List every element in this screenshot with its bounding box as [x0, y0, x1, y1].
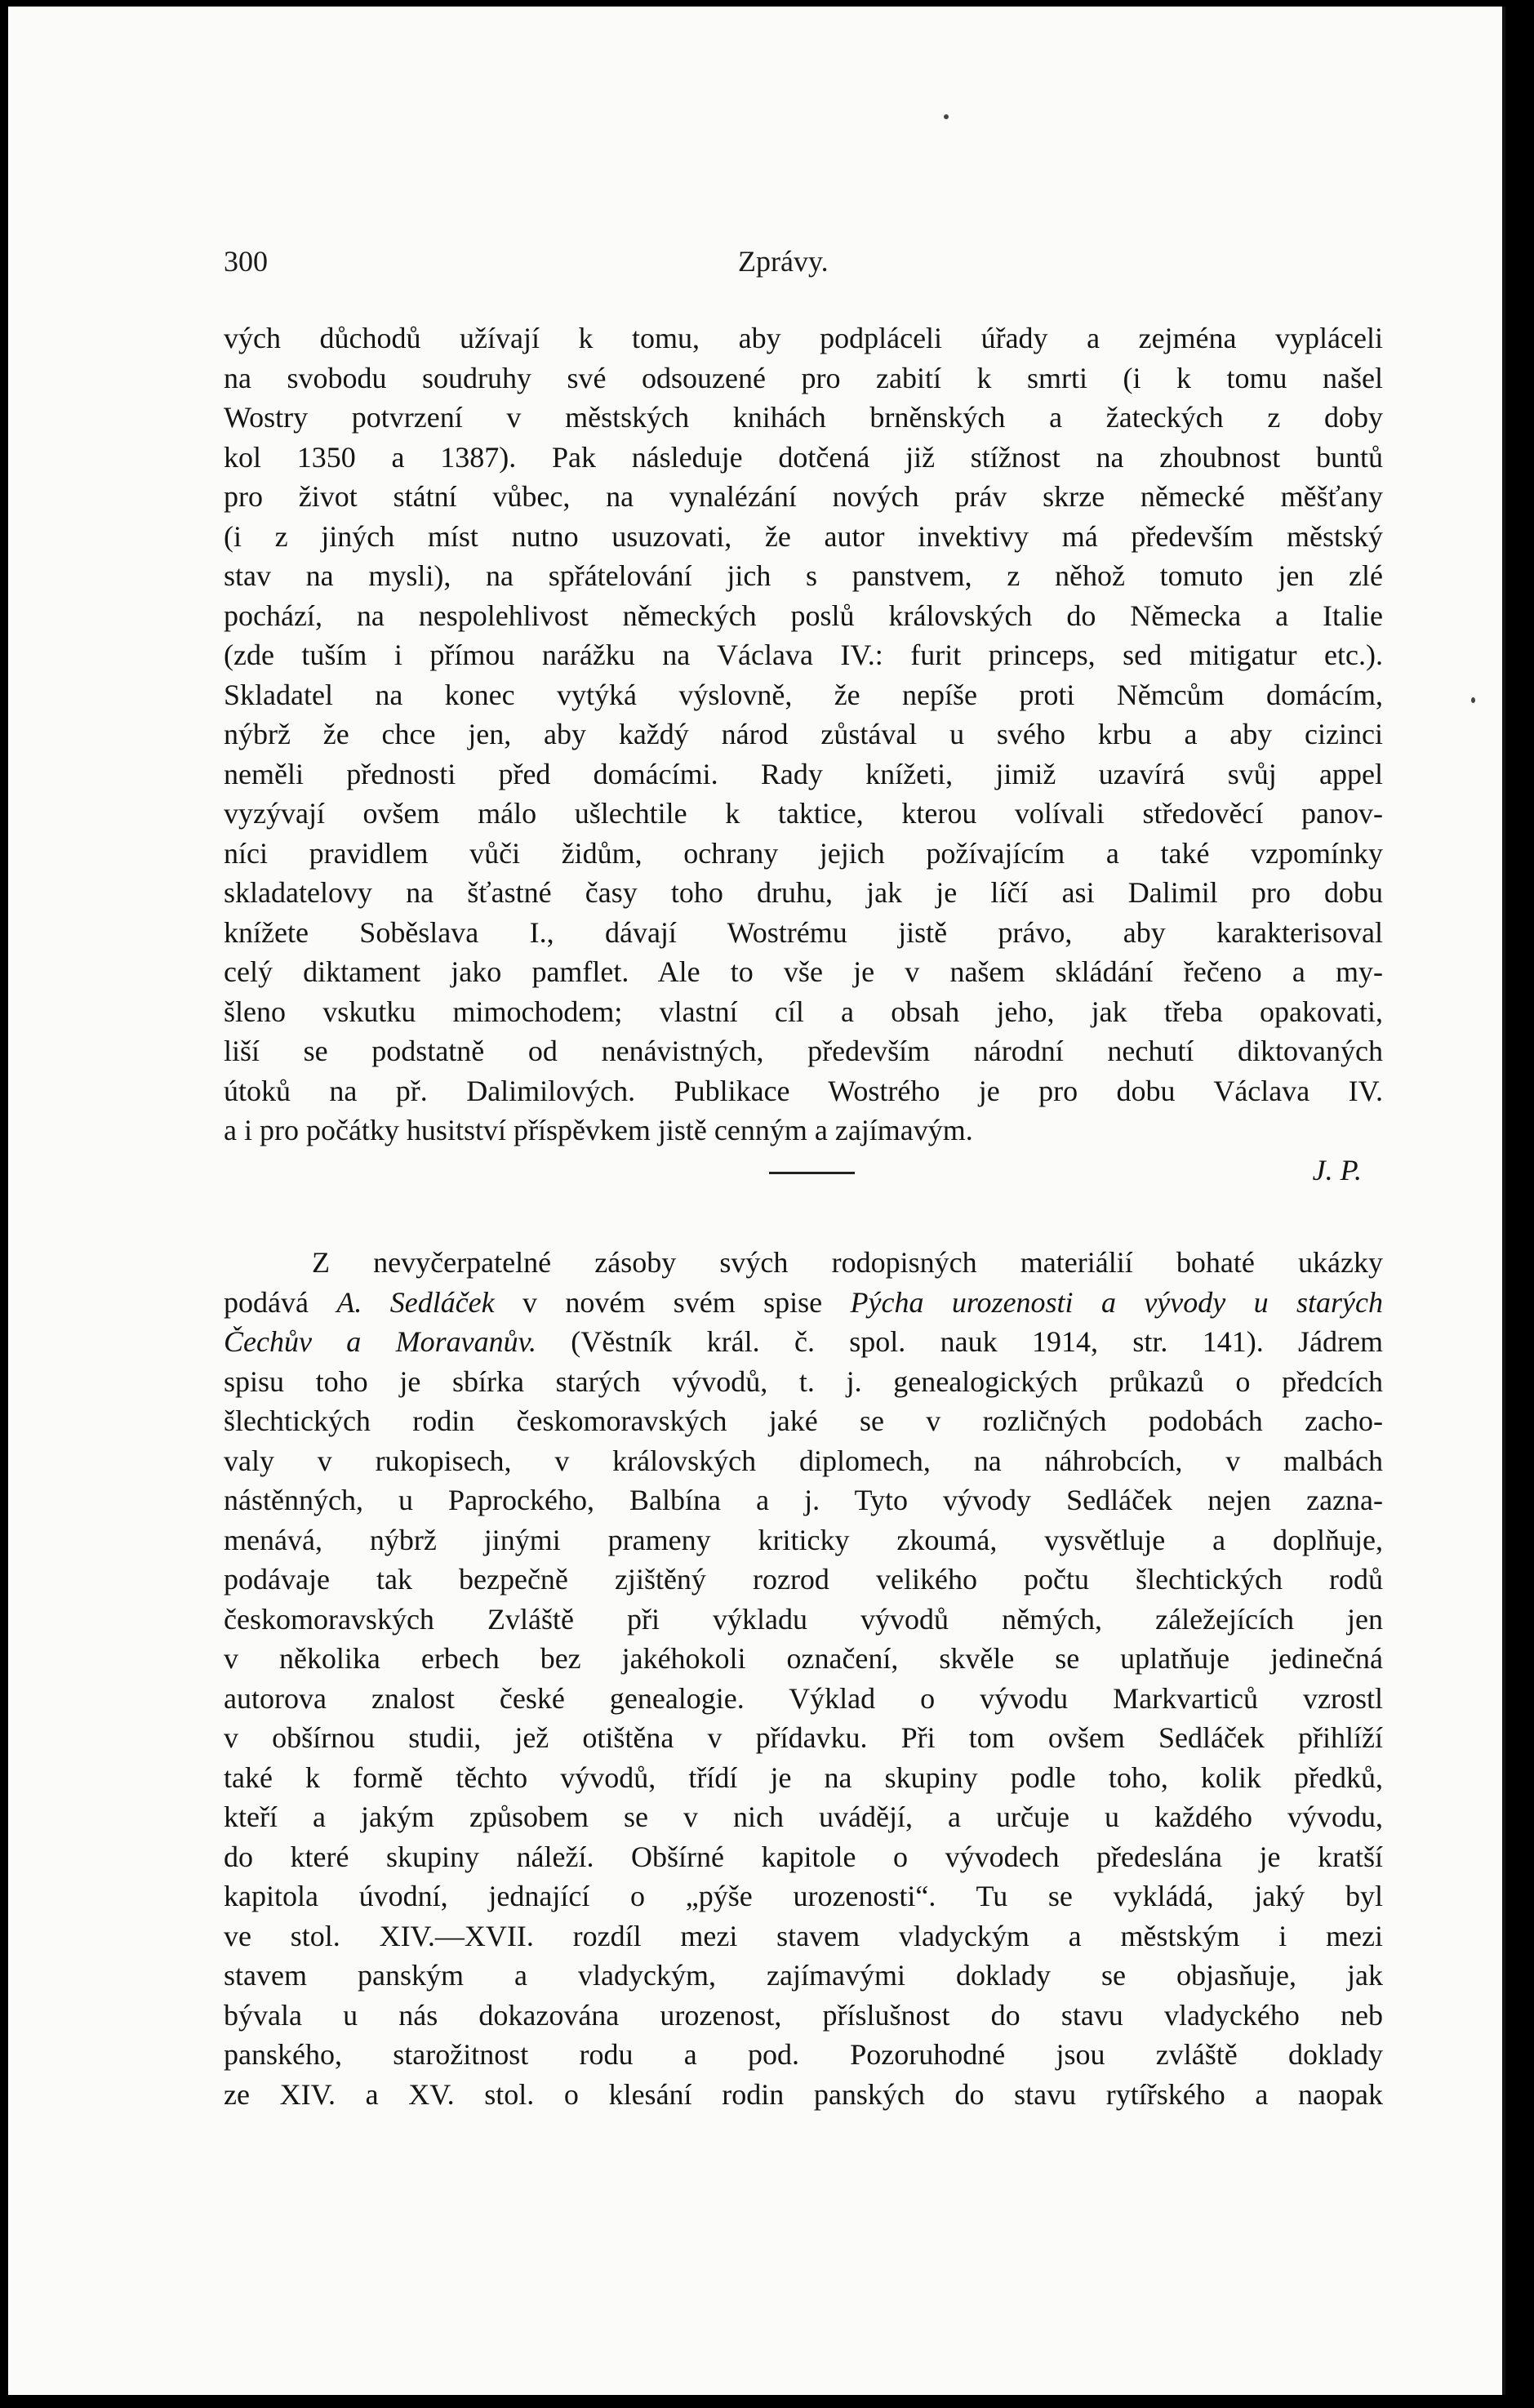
text-line: valy v rukopisech, v královských diplomech, na náhrobcích, v malbách	[224, 1444, 1383, 1477]
text-line: ve stol. XIV.—XVII. rozdíl mezi stavem vladyckým a městským i mezi	[224, 1919, 1383, 1952]
text-line: Z nevyčerpatelné zásoby svých rodopisných materiálií bohaté ukázky	[312, 1246, 1383, 1279]
text-line: vyzývají ovšem málo ušlechtile k taktice, kterou volívali středověcí panov-	[224, 797, 1383, 830]
text-line: šlechtických rodin českomoravských jaké se v rozličných podobách zacho-	[224, 1404, 1383, 1437]
text-line-with-citation	[224, 1283, 1383, 1323]
text-line: Skladatel na konec vytýká výslovně, že nepíše proti Němcům domácím,	[224, 678, 1383, 711]
text-line: stavem panským a vladyckým, zajímavými doklady se objasňuje, jak	[224, 1959, 1383, 1992]
text-line: celý diktament jako pamflet. Ale to vše je v našem skládání řečeno a my-	[224, 955, 1383, 988]
book-title: Pýcha urozenosti a vývody u starých	[850, 1285, 1383, 1319]
text-line: autorova znalost české genealogie. Výklad o vývodu Markvarticů vzrostl	[224, 1681, 1383, 1715]
speck-mark	[944, 114, 949, 119]
book-title: Čechův a Moravanův.	[224, 1325, 536, 1358]
text-line: kteří a jakým způsobem se v nich uvádějí, a určuje u každého vývodu,	[224, 1800, 1383, 1833]
text-line: knížete Soběslava I., dávají Wostrému jistě právo, aby karakterisoval	[224, 915, 1383, 949]
text-line-with-citation	[224, 1322, 1383, 1362]
text-line: neměli přednosti před domácími. Rady knížeti, jimiž uzavírá svůj appel	[224, 757, 1383, 790]
text-line: kapitola úvodní, jednající o „pýše urozenosti“. Tu se vykládá, jaký byl	[224, 1880, 1383, 1912]
text-line: stav na mysli), na spřátelování jich s panstvem, z něhož tomuto jen zlé	[224, 559, 1383, 592]
text-line: pro život státní vůbec, na vynalézání nových práv skrze německé měšťany	[224, 480, 1383, 513]
page-header	[224, 244, 1383, 293]
text-line: Wostry potvrzení v městských knihách brněnských a žateckých z doby	[224, 401, 1383, 434]
text-line: kol 1350 a 1387). Pak následuje dotčená již stížnost na zhoubnost buntů	[224, 440, 1383, 474]
text-line: českomoravských Zvláště při výkladu vývodů němých, záležejících jen	[224, 1602, 1383, 1636]
author-signature: J. P.	[1312, 1153, 1362, 1186]
text-line: podávaje tak bezpečně zjištěný rozrod velikého počtu šlechtických rodů	[224, 1563, 1383, 1596]
speck-mark	[1471, 697, 1475, 703]
text-line: níci pravidlem vůči židům, ochrany jejich požívajícím a také vzpomínky	[224, 836, 1383, 870]
text-line: menává, nýbrž jinými prameny kriticky zkoumá, vysvětluje a doplňuje,	[224, 1523, 1383, 1556]
text-run: podává	[224, 1285, 337, 1319]
text-line: panského, starožitnost rodu a pod. Pozoruhodné jsou zvláště doklady	[224, 2038, 1383, 2071]
page-number: 300	[224, 245, 268, 278]
text-line: také k formě těchto vývodů, třídí je na skupiny podle toho, kolik předků,	[224, 1760, 1383, 1794]
text-line: vých důchodů užívají k tomu, aby podpláceli úřady a zejména vypláceli	[224, 322, 1383, 354]
text-line: ze XIV. a XV. stol. o klesání rodin panských do stavu rytířského a naopak	[224, 2077, 1383, 2111]
text-run: (Věstník král. č. spol. nauk 1914, str. 141). Jádrem	[536, 1325, 1383, 1358]
text-line: spisu toho je sbírka starých vývodů, t. j. genealogických průkazů o předcích	[224, 1364, 1383, 1398]
text-line: (zde tuším i přímou narážku na Václava IV.: furit princeps, sed mitigatur etc.).	[224, 639, 1383, 671]
running-head: Zprávy.	[738, 245, 829, 278]
text-line: do které skupiny náleží. Obšírné kapitole o vývodech předeslána je kratší	[224, 1840, 1383, 1873]
body-text	[224, 318, 1383, 2114]
text-line: v několika erbech bez jakéhokoli označení, skvěle se uplatňuje jedinečná	[224, 1642, 1383, 1675]
text-line: (i z jiných míst nutno usuzovati, že autor invektivy má především městský	[224, 519, 1383, 553]
text-line: liší se podstatně od nenávistných, především národní nechutí diktovaných	[224, 1035, 1383, 1067]
text-line: na svobodu soudruhy své odsouzené pro zabití k smrti (i k tomu našel	[224, 361, 1383, 394]
text-line: v obšírnou studii, jež otištěna v přídavku. Při tom ovšem Sedláček přihlíží	[224, 1721, 1383, 1754]
text-line: skladatelovy na šťastné časy toho druhu, jak je líčí asi Dalimil pro dobu	[224, 876, 1383, 909]
text-line: nýbrž že chce jen, aby každý národ zůstával u svého krbu a aby cizinci	[224, 718, 1383, 750]
text-line: pochází, na nespolehlivost německých poslů královských do Německa a Italie	[224, 599, 1383, 632]
section-spacer	[224, 1192, 1383, 1243]
author-name: A. Sedláček	[336, 1285, 495, 1319]
text-line: útoků na př. Dalimilových. Publikace Wostrého je pro dobu Václava IV.	[224, 1074, 1383, 1107]
text-line: bývala u nás dokazována urozenost, příslušnost do stavu vladyckého neb	[224, 1998, 1383, 2032]
text-line: nástěnných, u Paprockého, Balbína a j. Tyto vývody Sedláček nejen zazna-	[224, 1484, 1383, 1516]
review-paragraph-1	[224, 318, 1383, 1151]
review-paragraph-2	[224, 1243, 1383, 2114]
text-line: a i pro počátky husitství příspěvkem jistě cenným a zajímavým.	[224, 1114, 973, 1146]
text-line: šleno vskutku mimochodem; vlastní cíl a obsah jeho, jak třeba opakovati,	[224, 995, 1383, 1028]
section-divider-rule	[769, 1172, 855, 1174]
text-run: v novém svém spise	[494, 1285, 851, 1319]
